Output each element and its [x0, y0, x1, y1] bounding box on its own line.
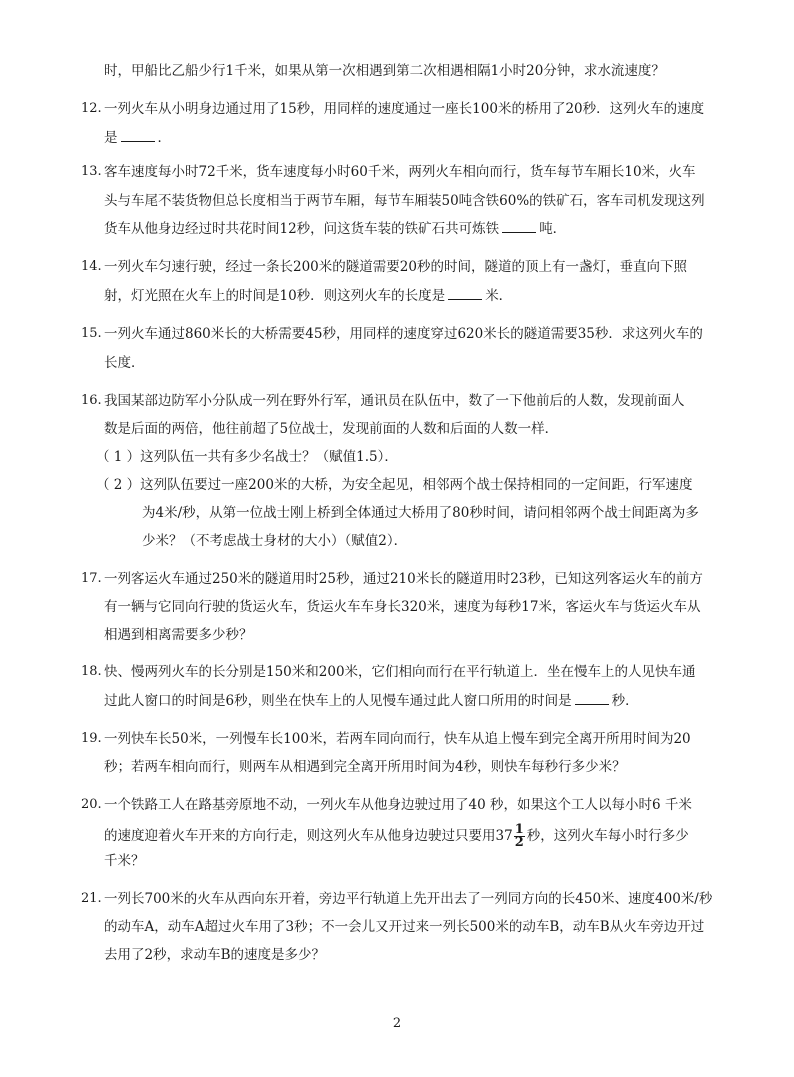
question-13-suffix: 吨． [539, 221, 567, 237]
question-16-number: 16. [81, 393, 102, 408]
question-12-line-2 [104, 129, 171, 147]
question-20-suffix: 秒，这列火车每小时行多少 [526, 828, 689, 844]
question-19-line-2: 秒；若两车相向而行，则两车从相遇到完全离开所用时间为4秒，则快车每秒行多少米？ [104, 759, 626, 775]
question-16-part-2-line-2: 为4米/秒，从第一位战士刚上桥到全体通过大桥用了80秒时间，请问相邻两个战士间距离为多 [142, 505, 699, 521]
question-16-line-2: 数是后面的两倍，他往前超了5位战士，发现前面的人数和后面的人数一样． [104, 421, 559, 437]
fraction-numerator: 1 [514, 822, 524, 837]
answer-blank [502, 220, 536, 233]
answer-blank [121, 129, 155, 142]
question-20-line-1: 一个铁路工人在路基旁原地不动，一列火车从他身边驶过用了40 秒，如果这个工人以每小时6 千米 [104, 797, 692, 813]
question-14-number: 14. [81, 259, 102, 274]
question-16-part-2-line-3: 少米？（不考虑战士身材的大小）（赋值2）． [142, 533, 408, 549]
question-12-line-1: 一列火车从小明身边通过用了15秒，用同样的速度通过一座长100米的桥用了20秒．这列火车的速度 [104, 101, 705, 117]
question-13-prefix: 货车从他身边经过时共花时间12秒，问这货车装的铁矿石共可炼铁 [104, 221, 500, 237]
fraction-denominator: 2 [514, 835, 524, 850]
question-14-line-2 [104, 287, 512, 305]
question-18-line-2 [104, 692, 639, 710]
question-14-line-1: 一列火车匀速行驶，经过一条长200米的隧道需要20秒的时间，隧道的顶上有一盏灯，垂直向下照 [104, 259, 687, 275]
question-18-line-1: 快、慢两列火车的长分别是150米和200米，它们相向而行在平行轨道上．坐在慢车上的人见快车通 [104, 664, 696, 680]
question-12-number: 12. [81, 101, 102, 116]
question-11-continuation: 时，甲船比乙船少行1千米，如果从第一次相遇到第二次相遇相隔1小时20分钟，求水流速度？ [104, 63, 665, 79]
question-20-prefix: 的速度迎着火车开来的方向行走，则这列火车从他身边驶过只要用37 [104, 828, 513, 844]
question-13-line-2: 头与车尾不装货物但总长度相当于两节车厢，每节车厢装50吨含铁60%的铁矿石，客车司机发现这列 [104, 193, 705, 209]
question-21-line-3: 去用了2秒，求动车B的速度是多少？ [104, 947, 326, 963]
question-20-number: 20. [81, 797, 102, 812]
question-15-line-1: 一列火车通过860米长的大桥需要45秒，用同样的速度穿过620米长的隧道需要35秒．求这列火车的 [104, 326, 703, 342]
question-18-number: 18. [81, 664, 102, 679]
question-20-line-3: 千米？ [104, 853, 145, 869]
question-13-line-3 [104, 220, 566, 238]
question-12-suffix: ． [157, 130, 171, 146]
question-19-line-1: 一列快车长50米，一列慢车长100米，若两车同向而行，快车从追上慢车到完全离开所用时间为20 [104, 731, 691, 747]
question-13-number: 13. [81, 164, 102, 179]
answer-blank [575, 692, 609, 705]
question-14-prefix: 射，灯光照在火车上的时间是10秒．则这列火车的长度是 [104, 288, 446, 304]
question-21-number: 21. [81, 891, 102, 906]
question-17-number: 17. [81, 571, 102, 586]
question-19-number: 19. [81, 731, 102, 746]
question-21-line-2: 的动车A，动车A超过火车用了3秒；不一会儿又开过来一列长500米的动车B，动车B从火车旁边开过 [104, 919, 705, 935]
question-14-suffix: 米． [485, 288, 513, 304]
mixed-fraction [514, 824, 525, 849]
question-20-line-2 [104, 824, 689, 849]
question-16-part-1: （ 1 ）这列队伍一共有多少名战士？（赋值1.5）． [96, 449, 398, 465]
question-16-part-2-line-1: （ 2 ）这列队伍要过一座200米的大桥，为安全起见，相邻两个战士保持相同的一定间距，行军速度 [96, 477, 693, 493]
question-15-number: 15. [81, 326, 102, 341]
question-17-line-3: 相遇到相离需要多少秒？ [104, 627, 253, 643]
question-16-line-1: 我国某部边防军小分队成一列在野外行军，通讯员在队伍中，数了一下他前后的人数，发现前面人 [104, 393, 685, 409]
question-15-line-2: 长度． [104, 355, 145, 371]
question-17-line-1: 一列客运火车通过250米的隧道用时25秒，通过210米长的隧道用时23秒，已知这列客运火车的前方 [104, 571, 703, 587]
page-number: 2 [392, 1016, 402, 1031]
answer-blank [448, 287, 482, 300]
question-18-suffix: 秒． [611, 693, 639, 709]
question-21-line-1: 一列长700米的火车从西向东开着，旁边平行轨道上先开出去了一列同方向的长450米、速度400米/秒 [104, 891, 713, 907]
question-13-line-1: 客车速度每小时72千米，货车速度每小时60千米，两列火车相向而行，货车每节车厢长10米，火车 [104, 164, 696, 180]
question-17-line-2: 有一辆与它同向行驶的货运火车，货运火车车身长320米，速度为每秒17米，客运火车与货运火车从 [104, 599, 701, 615]
question-18-prefix: 过此人窗口的时间是6秒，则坐在快车上的人见慢车通过此人窗口所用的时间是 [104, 693, 572, 709]
question-12-prefix: 是 [104, 130, 118, 146]
